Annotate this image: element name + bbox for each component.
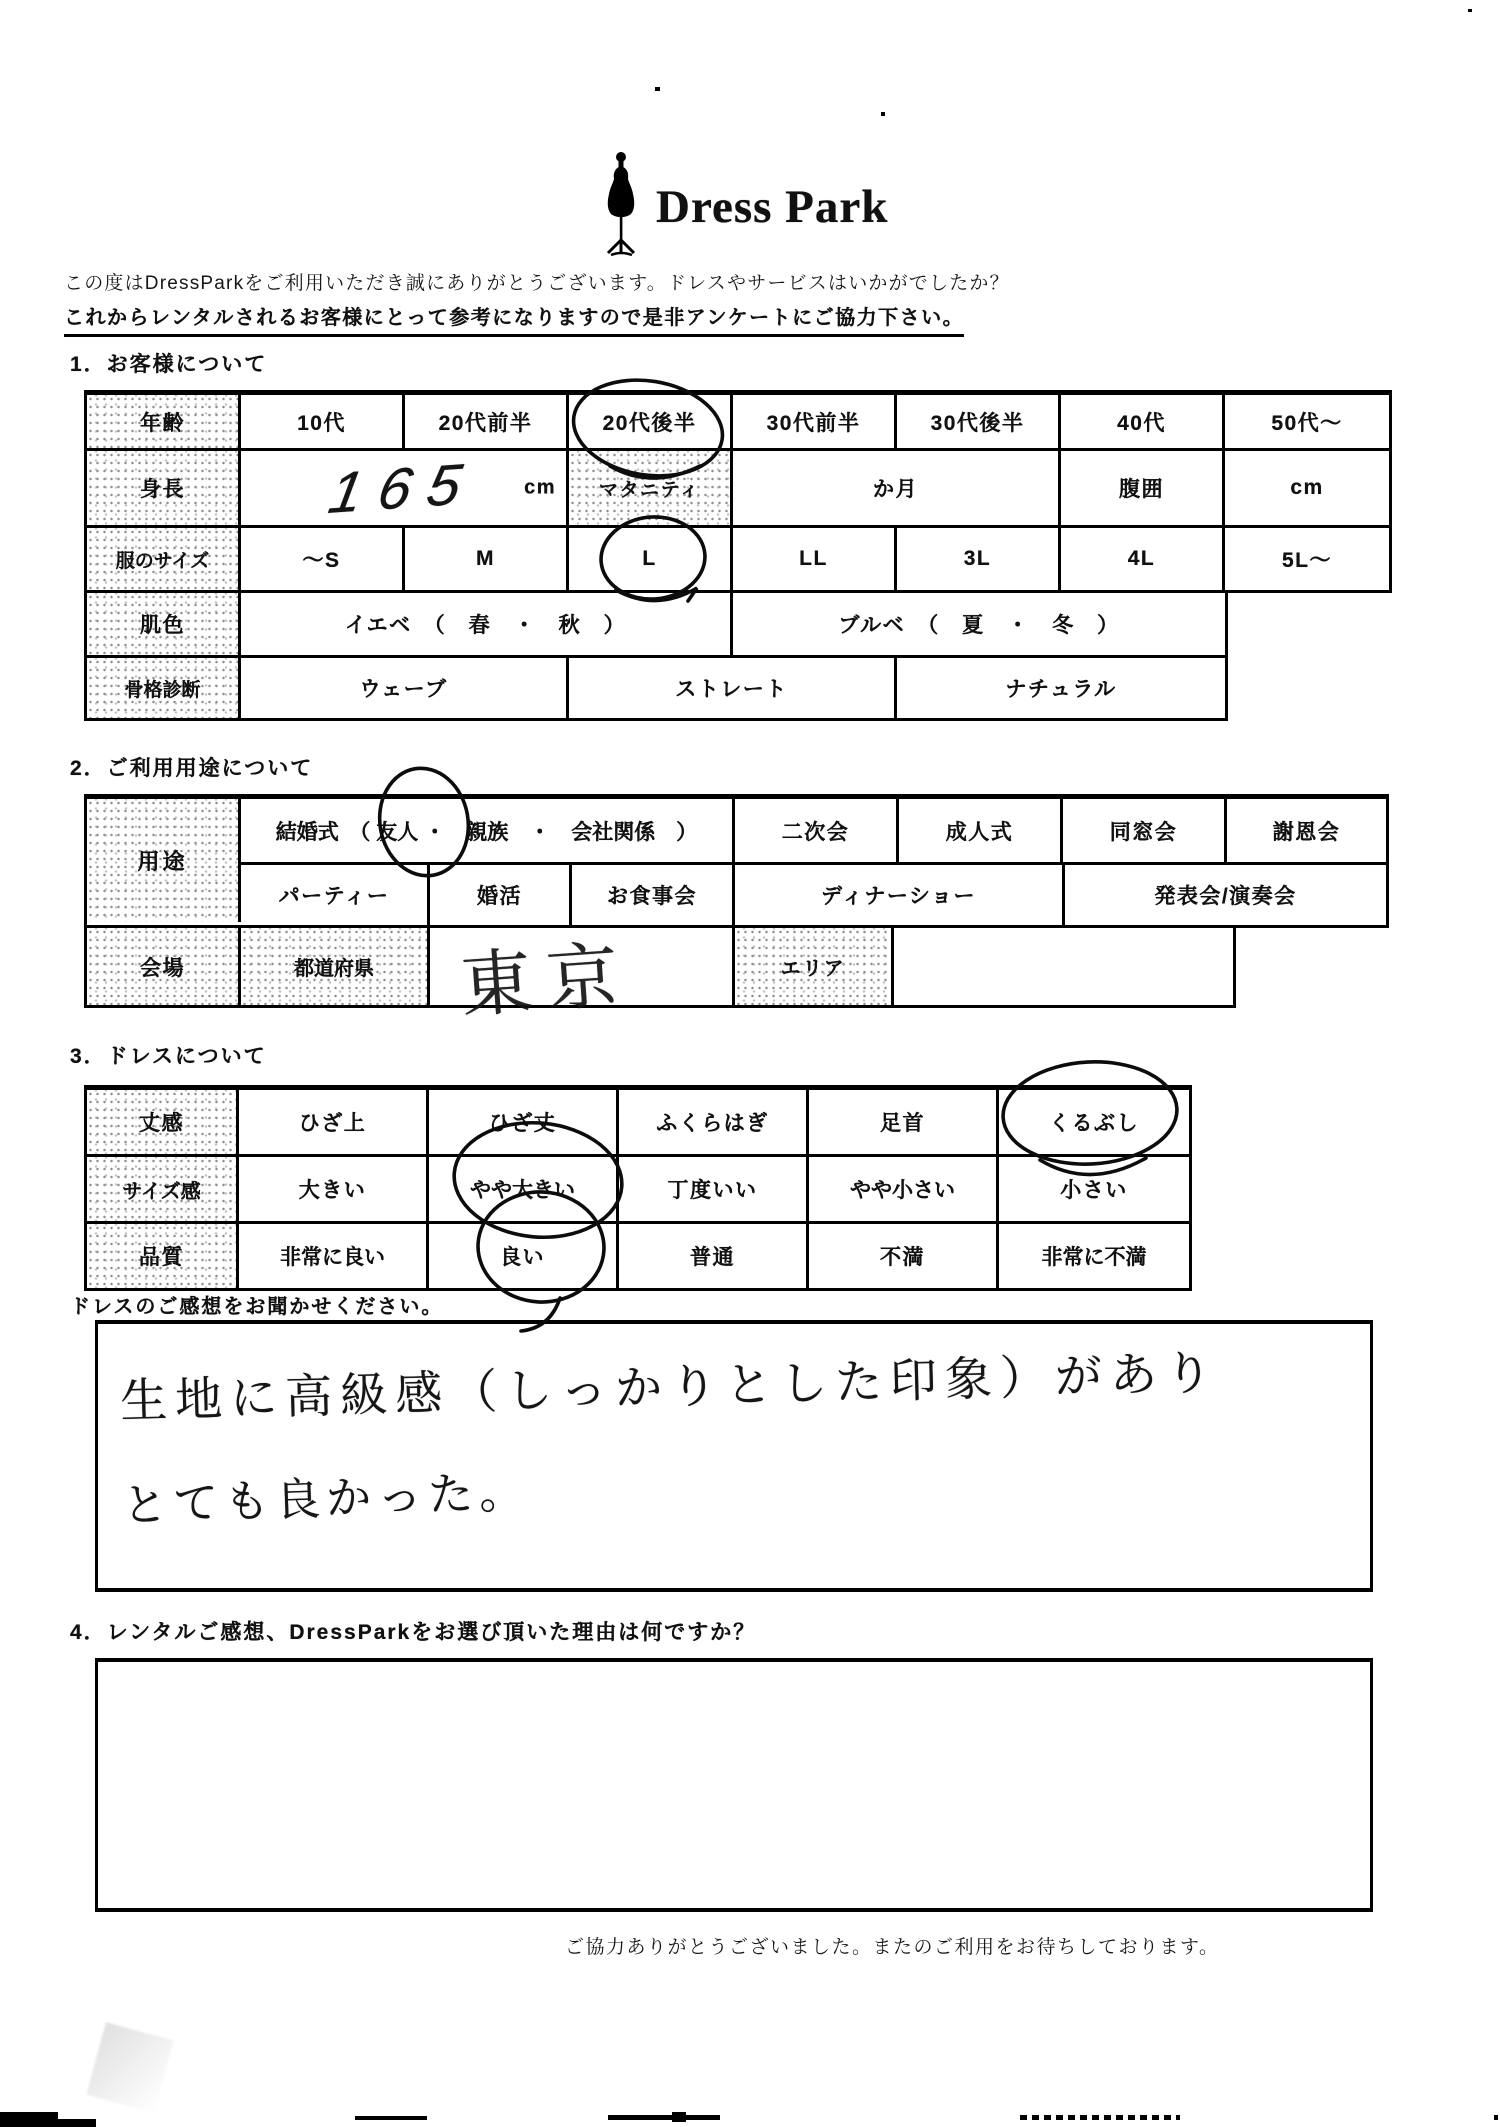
usage-option-party: パーティー xyxy=(241,865,430,925)
skeleton-row xyxy=(84,658,1228,721)
skin-option-blue-base: ブルベ （ 夏 ・ 冬 ） xyxy=(838,614,1120,637)
size-row xyxy=(84,528,1392,593)
fit-option-slightly-small: やや小さい xyxy=(809,1157,999,1221)
usage-option-dinner: お食事会 xyxy=(572,865,735,925)
dress-table xyxy=(84,1085,1192,1291)
length-label: 丈感 xyxy=(87,1090,239,1154)
usage-option-reunion: 同窓会 xyxy=(1063,799,1227,862)
scan-artifact xyxy=(0,2119,96,2127)
comment-box xyxy=(95,1320,1373,1592)
quality-row xyxy=(84,1224,1192,1291)
maternity-cell: マタニティ xyxy=(569,451,733,525)
age-option-50s: 50代～ xyxy=(1271,411,1343,435)
skeleton-option-straight: ストレート xyxy=(569,658,897,718)
quality-option-good-selected: 良い xyxy=(429,1224,619,1288)
area-label: エリア xyxy=(735,928,894,1005)
skeleton-option-wave: ウェーブ xyxy=(241,658,569,718)
prefecture-label: 都道府県 xyxy=(241,928,430,1005)
quality-option-very-good: 非常に良い xyxy=(239,1224,429,1288)
usage-table xyxy=(84,794,1389,1027)
length-option-calf: ふくらはぎ xyxy=(619,1090,809,1154)
age-option-early30s: 30代前半 xyxy=(733,395,897,448)
prefecture-handwritten-value: 東京 xyxy=(457,935,636,1027)
scan-artifact xyxy=(672,2112,686,2122)
height-handwritten-value: 165 xyxy=(324,450,483,526)
size-option-s: ～S xyxy=(241,528,405,590)
usage-option-dinner-show: ディナーショー xyxy=(735,865,1065,925)
length-option-anklebone-selected: くるぶし xyxy=(1049,1112,1139,1135)
size-option-m: M xyxy=(405,528,569,590)
wedding-suffix: ・ 親族 ・ 会社関係 ） xyxy=(424,820,698,844)
wedding-circled-friend: 友人 xyxy=(376,820,419,844)
usage-row-1 xyxy=(241,799,1386,865)
intro-line1: この度はDressParkをご利用いただき誠にありがとうございます。ドレスやサービスはいかがでしたか？ xyxy=(64,273,1010,294)
skin-option-yellow-base: イエベ （ 春 ・ 秋 ） xyxy=(241,593,733,655)
size-option-4l: 4L xyxy=(1061,528,1225,590)
quality-label: 品質 xyxy=(87,1224,239,1288)
size-label: 服のサイズ xyxy=(87,528,241,590)
area-value-cell xyxy=(894,928,1233,1005)
skeleton-label: 骨格診断 xyxy=(87,658,241,718)
size-option-5l: 5L～ xyxy=(1281,549,1332,572)
scan-artifact xyxy=(1020,2115,1180,2120)
scan-speck xyxy=(655,87,660,91)
scan-artifact xyxy=(355,2116,427,2120)
scan-artifact xyxy=(608,2115,720,2120)
waist-label-cell: 腹囲 xyxy=(1061,451,1225,525)
waist-unit-cell: cm xyxy=(1290,476,1324,499)
scan-smudge xyxy=(86,2022,173,2113)
fit-row xyxy=(84,1157,1192,1224)
comment-handwritten-line1: 生地に高級感（しっかりとした印象）があり xyxy=(119,1345,1221,1428)
skin-row xyxy=(84,593,1228,658)
scan-speck xyxy=(1468,9,1472,12)
height-row xyxy=(84,451,1392,528)
intro-line2: これからレンタルされるお客様にとって参考になりますので是非アンケートにご協力下さい。 xyxy=(64,301,964,337)
scan-artifact xyxy=(0,2112,58,2119)
maternity-months-cell: か月 xyxy=(733,451,1061,525)
section1-title: 1．お客様について xyxy=(70,353,268,376)
brand-name: Dress Park xyxy=(656,181,889,233)
fit-option-slightly-big-selected: やや大きい xyxy=(429,1157,619,1221)
footer-thanks: ご協力ありがとうございました。またのご利用をお待ちしております。 xyxy=(565,1937,1220,1958)
height-unit: cm xyxy=(524,476,556,499)
age-option-40s: 40代 xyxy=(1061,395,1225,448)
length-option-ankle: 足首 xyxy=(809,1090,999,1154)
fit-option-small: 小さい xyxy=(1060,1179,1128,1202)
size-option-3l: 3L xyxy=(897,528,1061,590)
length-option-knee: ひざ丈 xyxy=(429,1090,619,1154)
prefecture-value-cell xyxy=(430,928,735,1027)
length-option-above-knee: ひざ上 xyxy=(239,1090,429,1154)
fit-label: サイズ感 xyxy=(87,1157,239,1221)
skin-label: 肌色 xyxy=(87,593,241,655)
age-option-late30s: 30代後半 xyxy=(897,395,1061,448)
height-value-cell xyxy=(241,451,569,525)
usage-option-afterparty: 二次会 xyxy=(735,799,899,862)
age-row xyxy=(84,390,1392,451)
logo xyxy=(598,150,888,258)
quality-option-normal: 普通 xyxy=(619,1224,809,1288)
usage-rows xyxy=(84,794,1389,928)
height-label: 身長 xyxy=(87,451,241,525)
dress-form-icon xyxy=(598,150,644,258)
scan-speck xyxy=(881,112,885,116)
usage-option-konkatsu: 婚活 xyxy=(430,865,572,925)
size-option-ll: LL xyxy=(733,528,897,590)
length-row xyxy=(84,1085,1192,1157)
age-option-early20s: 20代前半 xyxy=(405,395,569,448)
size-option-l-selected: L xyxy=(569,528,733,590)
skeleton-option-natural: ナチュラル xyxy=(1005,678,1117,701)
venue-label: 会場 xyxy=(87,928,241,1005)
fit-option-big: 大きい xyxy=(239,1157,429,1221)
customer-table xyxy=(84,390,1392,721)
age-option-late20s-selected: 20代後半 xyxy=(569,395,733,448)
age-option-10s: 10代 xyxy=(241,395,405,448)
section2-title: 2．ご利用用途について xyxy=(70,757,314,780)
quality-option-very-unsatisfied: 非常に不満 xyxy=(1041,1246,1147,1269)
usage-label: 用途 xyxy=(87,799,241,922)
comment-prompt: ドレスのご感想をお聞かせください。 xyxy=(70,1296,444,1318)
usage-option-coming-of-age: 成人式 xyxy=(899,799,1063,862)
section3-title: 3．ドレスについて xyxy=(70,1045,267,1068)
comment-handwritten-line2: とても良かった。 xyxy=(121,1465,531,1532)
usage-option-recital: 発表会/演奏会 xyxy=(1154,885,1297,908)
reason-answer-box xyxy=(95,1658,1373,1912)
scan-artifact xyxy=(1494,2115,1498,2120)
quality-option-unsatisfied: 不満 xyxy=(809,1224,999,1288)
fit-option-just-right: 丁度いい xyxy=(619,1157,809,1221)
usage-option-thanks-party: 謝恩会 xyxy=(1272,820,1341,844)
usage-row-2 xyxy=(241,865,1386,925)
usage-option-wedding xyxy=(241,799,735,862)
venue-row xyxy=(84,928,1236,1027)
wedding-prefix: 結婚式 （ xyxy=(275,820,371,844)
section4-title: 4．レンタルご感想、DressParkをお選び頂いた理由は何ですか？ xyxy=(70,1621,757,1644)
age-label: 年齢 xyxy=(87,395,241,448)
